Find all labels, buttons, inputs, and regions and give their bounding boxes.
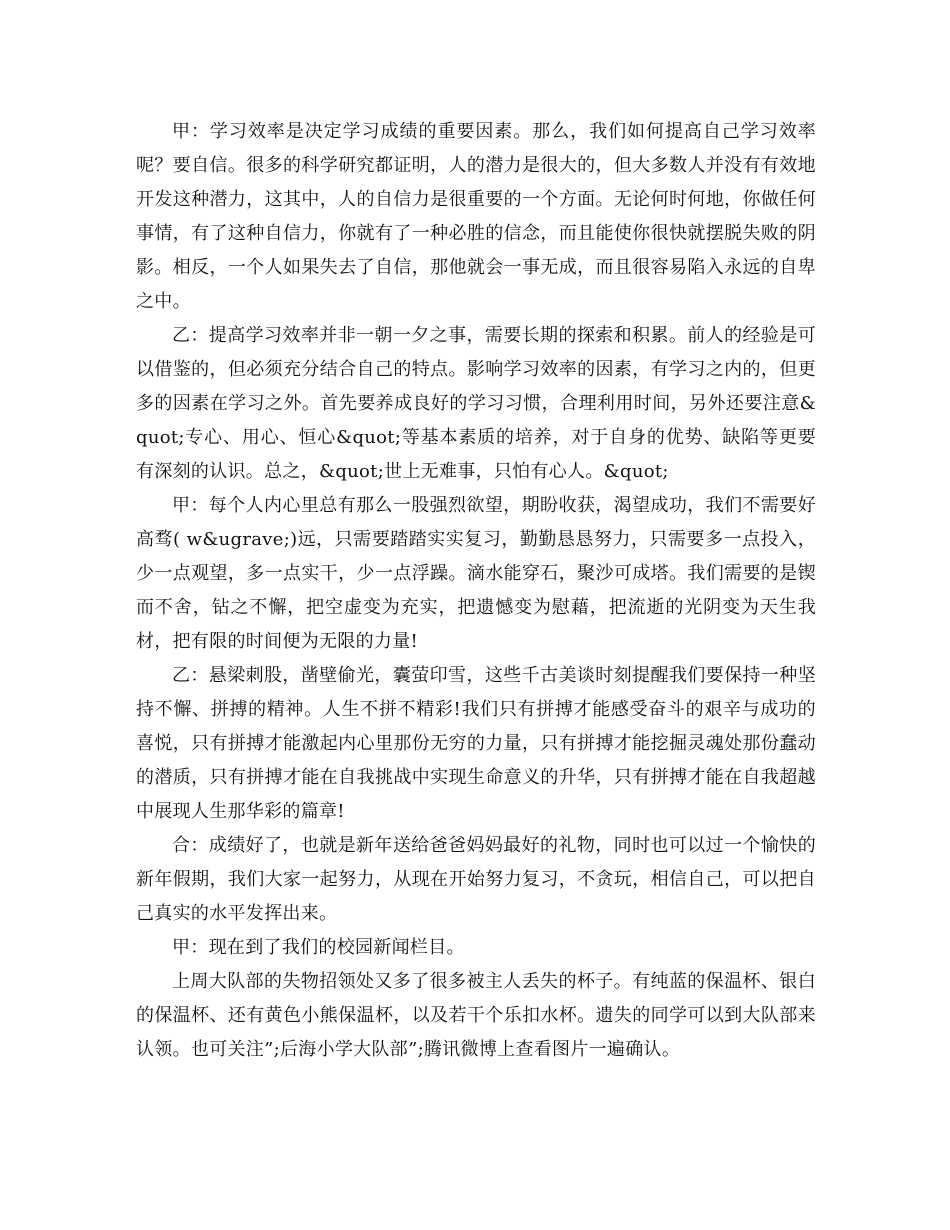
paragraph-jia-news-intro: 甲：现在到了我们的校园新闻栏目。 bbox=[172, 937, 465, 958]
paragraph-yi-struggle: 乙：悬梁刺股，凿壁偷光，囊萤印雪，这些千古美谈时刻提醒我们要保持一种坚持不懈、拼搏的精神。人生不拼不精彩!我们只有拼搏才能感受奋斗的艰辛与成功的喜悦，只有拼搏才能激起内心里那份无穷的力量，只有拼搏才能挖掘灵魂处那份蠢动的潜质，只有拼搏才能在自我挑战中实现生命意义的升华，只有拼搏才能在自我超越中展现人生那华彩的篇章! bbox=[136, 665, 816, 822]
paragraph-lost-and-found: 上周大队部的失物招领处又多了很多被主人丢失的杯子。有纯蓝的保温杯、银白的保温杯、还有黄色小熊保温杯，以及若干个乐扣水杯。遗失的同学可以到大队部来认领。也可关注”;后海小学大队部”;腾讯微博上查看图片一遍确认。 bbox=[136, 971, 816, 1060]
document-body bbox=[136, 115, 816, 1067]
paragraph-yi-accumulation: 乙：提高学习效率并非一朝一夕之事，需要长期的探索和积累。前人的经验是可以借鉴的，但必须充分结合自己的特点。影响学习效率的因素，有学习之内的，但更多的因素在学习之外。首先要养成良好的学习习惯，合理利用时间，另外还要注意&quot;专心、用心、恒心&quot;等基本素质的培养，对于自身的优势、缺陷等更要有深刻的认识。总之，&quot;世上无难事，只怕有心人。&quot; bbox=[136, 325, 816, 482]
paragraph-jia-desire: 甲：每个人内心里总有那么一股强烈欲望，期盼收获，渴望成功，我们不需要好高骛( w&ugrave;)远，只需要踏踏实实复习，勤勤恳恳努力，只需要多一点投入，少一点观望，多一点实干，少一点浮躁。滴水能穿石，聚沙可成塔。我们需要的是锲而不舍，钻之不懈，把空虚变为充实，把遗憾变为慰藉，把流逝的光阴变为天生我材，把有限的时间便为无限的力量! bbox=[136, 495, 816, 652]
paragraph-jia-efficiency: 甲：学习效率是决定学习成绩的重要因素。那么，我们如何提高自己学习效率呢？要自信。很多的科学研究都证明，人的潜力是很大的，但大多数人并没有有效地开发这种潜力，这其中，人的自信力是很重要的一个方面。无论何时何地，你做任何事情，有了这种自信力，你就有了一种必胜的信念，而且能使你很快就摆脱失败的阴影。相反，一个人如果失去了自信，那他就会一事无成，而且很容易陷入永远的自卑之中。 bbox=[136, 121, 816, 312]
paragraph-he-newyear: 合：成绩好了，也就是新年送给爸爸妈妈最好的礼物，同时也可以过一个愉快的新年假期，我们大家一起努力，从现在开始努力复习，不贪玩，相信自己，可以把自己真实的水平发挥出来。 bbox=[136, 835, 816, 924]
